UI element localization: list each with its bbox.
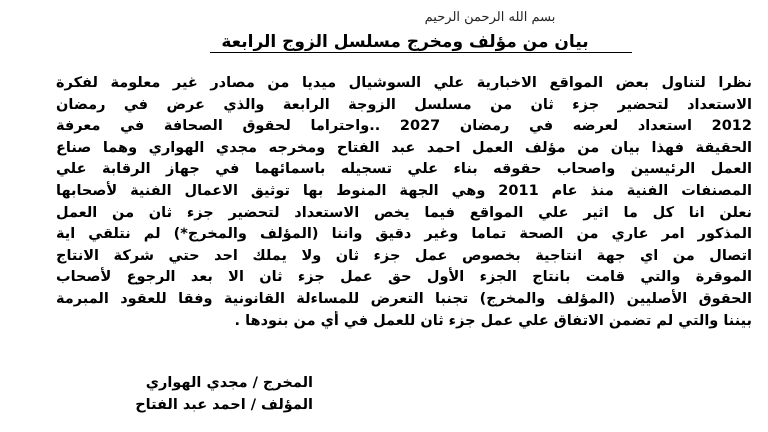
body-line: اتصال من اي جهة انتاجية بخصوص عمل جزء ثان ولا يملك احد حتي شركة الانتاج	[56, 247, 752, 264]
body-line: الحقوق الأصليين (المؤلف والمخرج) تجنبا التعرض للمساءلة القانونية وفقا للعقود المبرمة	[56, 290, 752, 307]
body-line: المصنفات الفنية منذ عام 2011 وهي الجهة المنوط بها توثيق الاعمال الفنية لأصحابها	[56, 182, 752, 199]
director-signature: المخرج / مجدي الهواري	[145, 375, 313, 391]
body-line: 2012 استعداد لعرضه في رمضان 2027 ..واحتراما لحقوق الصحافة في معرفة	[56, 118, 752, 135]
body-line: نعلن انا كل ما اثير علي المواقع فيما يخص الاستعداد لتحضير جزء ثان من العمل	[56, 204, 752, 221]
body-line: بيننا والتي لم تضمن الاتفاق علي عمل جزء ثان للعمل في أي من بنودها .	[234, 312, 752, 329]
body-line: العمل الرئيسين واصحاب حقوقه بناء علي تسجيله باسمائهما في جهاز الرقابة علي	[56, 161, 752, 178]
basmala-heading: بسم الله الرحمن الرحيم	[424, 10, 556, 25]
statement-title: بيان من مؤلف ومخرج مسلسل الزوج الرابعة	[221, 32, 589, 52]
statement-body	[56, 73, 752, 332]
body-line: نظرا لتناول بعض المواقع الاخبارية علي السوشيال ميديا من مصادر غير معلومة لفكرة	[56, 75, 752, 91]
signature-block	[135, 372, 313, 416]
body-line: الاستعداد لتحضير جزء ثان من مسلسل الزوجة الرابعة والذي عرض في رمضان	[56, 96, 752, 113]
author-signature: المؤلف / احمد عبد الفتاح	[135, 397, 313, 413]
title-underline	[210, 52, 632, 53]
body-line: الحقيقة فهذا بيان من مؤلف العمل احمد عبد الفتاح ومخرجه مجدي الهواري وهما صناع	[56, 139, 752, 156]
body-line: المذكور امر عاري من الصحة تماما وغير دقيق واننا (المؤلف والمخرج*) لم نتلقي اية	[56, 226, 752, 243]
body-line: الموقرة والتي قامت بانتاج الجزء الأول حق عمل جزء ثان الا بعد الرجوع لأصحاب	[56, 269, 752, 286]
